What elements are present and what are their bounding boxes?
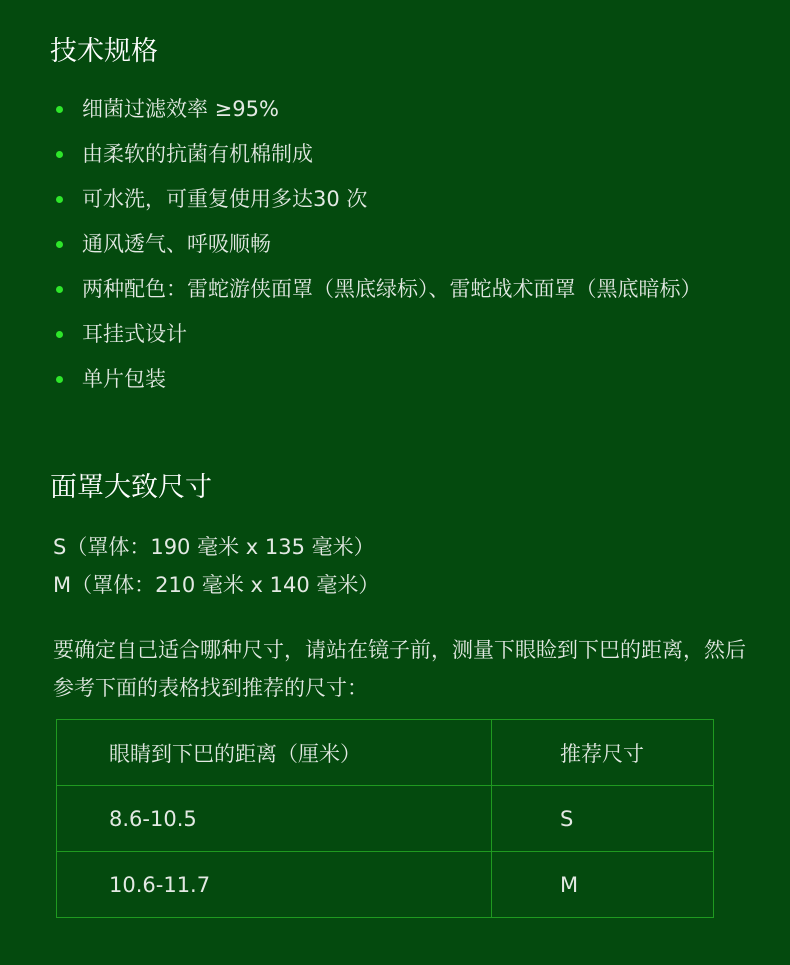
table-row xyxy=(57,786,714,852)
table-row xyxy=(57,852,714,918)
table-cell-size: M xyxy=(492,852,714,918)
bullet-icon xyxy=(56,196,63,203)
spec-list xyxy=(56,90,702,405)
sizes-title: 面罩大致尺寸 xyxy=(50,472,212,503)
size-lines xyxy=(53,528,379,604)
bullet-icon xyxy=(56,286,63,293)
bullet-icon xyxy=(56,376,63,383)
spec-item-text: 单片包装 xyxy=(82,367,166,391)
bullet-icon xyxy=(56,241,63,248)
spec-item xyxy=(56,360,702,405)
spec-item-text: 可水洗，可重复使用多达30 次 xyxy=(82,187,368,211)
table-cell-distance: 8.6-10.5 xyxy=(57,786,492,852)
spec-item-text: 耳挂式设计 xyxy=(82,322,187,346)
sizing-instruction: 要确定自己适合哪种尺寸，请站在镜子前，测量下眼睑到下巴的距离，然后参考下面的表格找到推荐的尺寸： xyxy=(53,638,746,700)
spec-item xyxy=(56,135,702,180)
spec-item-text: 两种配色：雷蛇游侠面罩（黑底绿标）、雷蛇战术面罩（黑底暗标） xyxy=(82,277,702,301)
spec-item xyxy=(56,270,702,315)
spec-item-text: 由柔软的抗菌有机棉制成 xyxy=(82,142,313,166)
spec-item xyxy=(56,225,702,270)
specs-title: 技术规格 xyxy=(50,36,158,67)
size-line-s: S（罩体：190 毫米 x 135 毫米） xyxy=(53,535,375,559)
spec-item xyxy=(56,90,702,135)
spec-item xyxy=(56,180,702,225)
table-cell-size: S xyxy=(492,786,714,852)
table-header-distance: 眼睛到下巴的距离（厘米） xyxy=(57,720,492,786)
table-header-row xyxy=(57,720,714,786)
size-line-m: M（罩体：210 毫米 x 140 毫米） xyxy=(53,573,380,597)
spec-item xyxy=(56,315,702,360)
table-cell-distance: 10.6-11.7 xyxy=(57,852,492,918)
size-table xyxy=(56,719,714,918)
bullet-icon xyxy=(56,106,63,113)
table-header-size: 推荐尺寸 xyxy=(492,720,714,786)
bullet-icon xyxy=(56,331,63,338)
spec-item-text: 通风透气、呼吸顺畅 xyxy=(82,232,271,256)
spec-item-text: 细菌过滤效率 ≥95% xyxy=(82,97,279,121)
bullet-icon xyxy=(56,151,63,158)
